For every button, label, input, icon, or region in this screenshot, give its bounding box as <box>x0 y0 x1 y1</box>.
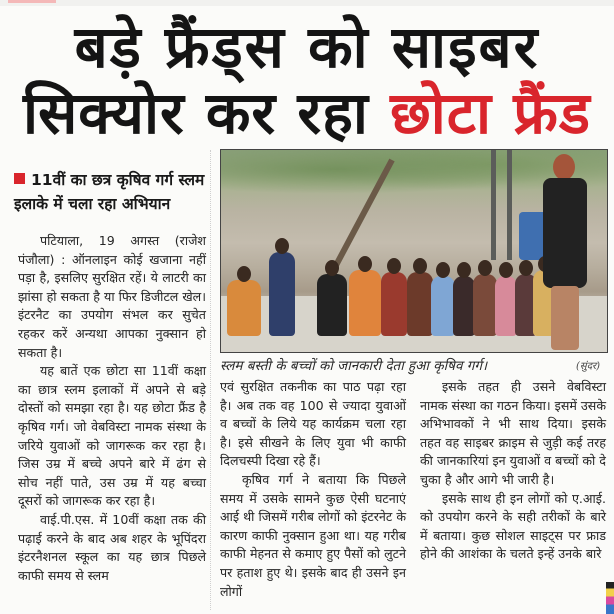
photo-child <box>227 280 261 336</box>
subheadline-text: 11वीं का छत्र कृषिव गर्ग स्लम इलाके में चला रहा अभियान <box>14 171 205 213</box>
headline-line-2-red: छोटा फ्रैंड <box>390 79 591 147</box>
article-column-2 <box>220 378 406 601</box>
photo-teacher <box>537 154 589 350</box>
paragraph: इसके साथ ही इन लोगों को ए.आई. को उपयोग करने के सही तरीकों के बारे में बताया। कुछ सोशल साइट्स पर फ्राड होने की आशंका के चलते इन्हें उनके बारे <box>420 490 606 562</box>
paragraph: इसके तहत ही उसने वेबविस्टा नामक संस्था का गठन किया। इसमें उसके अभिभावकों ने भी साथ दिया। इसके तहत वह साइबर क्राइम से जुड़ी कई तरह की जानकारियां इन युवाओं व बच्चों को दे चुका है और आगे भी जारी है। <box>420 379 606 487</box>
article-column-3 <box>420 378 606 564</box>
paragraph: एवं सुरक्षित तकनीक का पाठ पढ़ा रहा है। अब तक वह 100 से ज्यादा युवाओं व बच्चों के लिये यह कार्यक्रम चला रहा है। इसे सीखने के लिए युवा भी काफी दिलचस्पी दिखा रहे हैं। <box>220 379 406 469</box>
photo-child <box>407 272 433 336</box>
photo-child <box>431 276 455 336</box>
headline-line-1: बड़े फ्रैंड्स को साइबर <box>74 13 540 81</box>
headline-line-2-black: सिक्योर कर रहा <box>23 79 391 147</box>
subheadline <box>14 168 214 216</box>
photo-child <box>317 274 347 336</box>
photo-child <box>495 276 517 336</box>
red-tab-marker <box>8 0 56 3</box>
red-square-bullet-icon <box>14 173 25 184</box>
news-photo <box>220 149 608 353</box>
caption-text: स्लम बस्ती के बच्चों को जानकारी देता हुआ कृषिव गर्ग। <box>220 358 488 374</box>
photo-child <box>349 270 381 336</box>
photo-child <box>381 272 407 336</box>
photo-credit: (सुंदर) <box>576 361 600 372</box>
headline <box>0 14 614 146</box>
paragraph: पटियाला, 19 अगस्त (राजेश पंजौला) : ऑनलाइन कोई खजाना नहीं पड़ा है, इसलिए सुरक्षित रहें। ये लाटरी का झांसा हो सकता है या फिर डिजीटल खेल। इंटरनैट का उपयोग संभल कर सुचेत रहकर करें अन्यथा आपका नुक्सान हो सकता है। <box>18 233 206 360</box>
photo-child <box>269 252 295 336</box>
photo-child <box>453 276 475 336</box>
page-top-strip <box>0 0 614 6</box>
paragraph: कृषिव गर्ग ने बताया कि पिछले समय में उसके सामने कुछ ऐसी घटनाएं आई थी जिसमें गरीब लोगों को इंटरनेट के कारण काफी नुक्सान हुआ था। यह गरीब काफी मेहनत से कमाए हुए पैसों को लुटने पर हताश हुए थे। इसके बाद ही उसने इन लोगों <box>220 471 406 599</box>
photo-pole <box>491 150 496 260</box>
photo-caption <box>220 356 608 374</box>
photo-pole <box>507 150 512 260</box>
color-registration-marker <box>606 582 614 614</box>
article-column-1 <box>18 232 206 585</box>
column-divider <box>210 150 212 610</box>
paragraph: यह बातें एक छोटा सा 11वीं कक्षा का छात्र स्लम इलाकों में अपने से बड़े दोस्तों को समझा रहा है। यह छोटा फ्रैंड है कृषिव गर्ग। जो वेबविस्टा नामक संस्था के जरिये युवाओं को जागरूक कर रहा है। जिस उम्र में बच्चे अपने बारे में ढंग से सोच नहीं पाते, उस उम्र में यह बच्चा दूसरों को जागरूक कर रहा है। <box>18 363 206 509</box>
headline-line-2 <box>0 80 614 146</box>
photo-child <box>473 274 497 336</box>
paragraph: वाई.पी.एस. में 10वीं कक्षा तक की पढ़ाई करने के बाद अब शहर के भूपिंदरा इंटरनैशनल स्कूल का यह छात्र पिछले काफी समय से स्लम <box>18 511 206 583</box>
